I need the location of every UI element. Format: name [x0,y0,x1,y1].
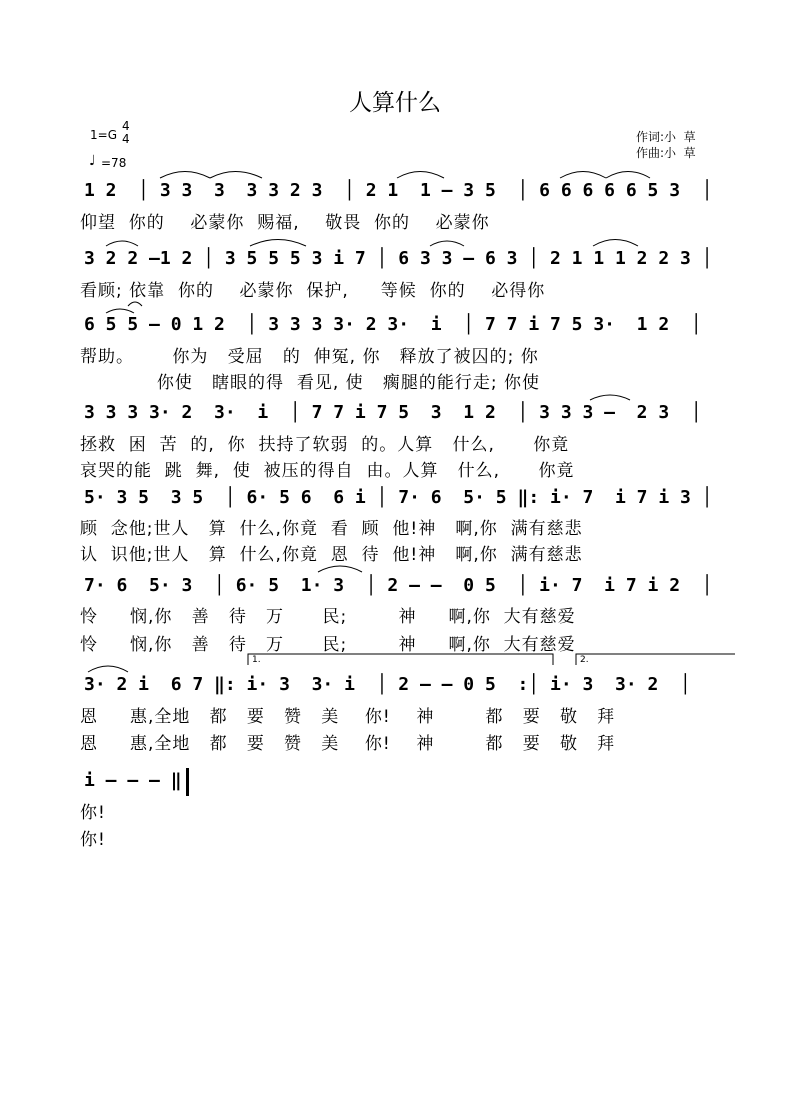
volta-1-label: 1. [252,655,261,665]
slur-mark [560,172,606,179]
score-line-6: 7· 6 5· 3 │ 6· 5 1· 3 │ 2 – – 0 5 │ i· 7 i 7 i 2 │ [84,575,713,596]
lyric-line-7-verse-1: 恩 惠,全地 都 要 赞 美 你! 神 都 要 敬 拜 [80,707,616,727]
slur-mark [250,240,306,247]
slur-mark [430,241,464,246]
fermata-icon [128,302,142,306]
slur-mark [590,395,630,400]
lyric-line-4-verse-2: 哀哭的能 跳 舞, 使 被压的得自 由。人算 什么, 你竟 [80,461,575,481]
lyric-line-3-verse-2: 你使 瞎眼的得 看见, 使 瘸腿的能行走; 你使 [80,373,541,393]
slur-mark [210,172,262,179]
lyric-line-3-verse-1: 帮助。 你为 受屈 的 伸冤, 你 释放了被囚的; 你 [80,347,539,367]
composer-credit: 作曲:小 草 [636,146,696,160]
score-line-7: 3· 2 i 6 7 ‖: i· 3 3· i │ 2 – – 0 5 :│ i· 3 3· 2 │ [84,674,691,695]
slur-mark [106,241,138,246]
volta-2-bracket [576,654,735,665]
slur-mark [606,172,650,179]
time-signature-top: 4 [122,119,130,133]
key-signature: 1=G [90,128,117,142]
time-signature-bottom: 4 [122,132,130,146]
slur-mark [160,172,210,179]
lyric-line-8-verse-2: 你! [80,830,106,850]
lyric-line-2-verse-1: 看顾; 依靠 你的 必蒙你 保护, 等候 你的 必得你 [80,281,546,301]
lyric-line-7-verse-2: 恩 惠,全地 都 要 赞 美 你! 神 都 要 敬 拜 [80,734,616,754]
slur-mark [106,309,134,313]
lyric-line-6-verse-2: 怜 悯,你 善 待 万 民; 神 啊,你 大有慈爱 [80,635,576,655]
score-line-4: 3 3 3 3· 2 3· i │ 7 7 i 7 5 3 1 2 │ 3 3 3 – 2 3 │ [84,402,702,423]
quarter-note-icon: ♩ [89,153,96,169]
lyric-line-5-verse-1: 顾 念他;世人 算 什么,你竟 看 顾 他!神 啊,你 满有慈悲 [80,519,583,539]
lyric-line-4-verse-1: 拯救 困 苦 的, 你 扶持了软弱 的。人算 什么, 你竟 [80,435,570,455]
lyricist-credit: 作词:小 草 [636,130,696,144]
lyric-line-5-verse-2: 认 识他;世人 算 什么,你竟 恩 待 他!神 啊,你 满有慈悲 [80,545,583,565]
score-line-2: 3 2 2 –1 2 │ 3 5 5 5 3 i 7 │ 6 3 3 – 6 3 │ 2 1 1 1 2 2 3 │ [84,248,713,269]
volta-2-label: 2. [580,655,589,665]
song-title: 人算什么 [349,90,441,116]
score-line-8: i – – – ‖ [84,770,182,791]
volta-1-bracket [248,654,553,665]
slur-mark [593,240,638,247]
score-line-5: 5· 3 5 3 5 │ 6· 5 6 6 i │ 7· 6 5· 5 ‖: i· 7 i 7 i 3 │ [84,487,713,508]
score-line-1: 1 2 │ 3 3 3 3 3 2 3 │ 2 1 1 – 3 5 │ 6 6 6 6 6 5 3 │ [84,180,713,201]
lyric-line-1-verse-1: 仰望 你的 必蒙你 赐福, 敬畏 你的 必蒙你 [80,213,490,233]
final-barline [186,768,189,796]
tempo-marking: =78 [101,156,127,170]
slur-mark [88,666,128,672]
score-line-3: 6 5 5 – 0 1 2 │ 3 3 3 3· 2 3· i │ 7 7 i 7 5 3· 1 2 │ [84,314,702,335]
lyric-line-8-verse-1: 你! [80,803,106,823]
slur-mark [318,566,362,572]
slur-mark [397,172,444,179]
lyric-line-6-verse-1: 怜 悯,你 善 待 万 民; 神 啊,你 大有慈爱 [80,607,576,627]
